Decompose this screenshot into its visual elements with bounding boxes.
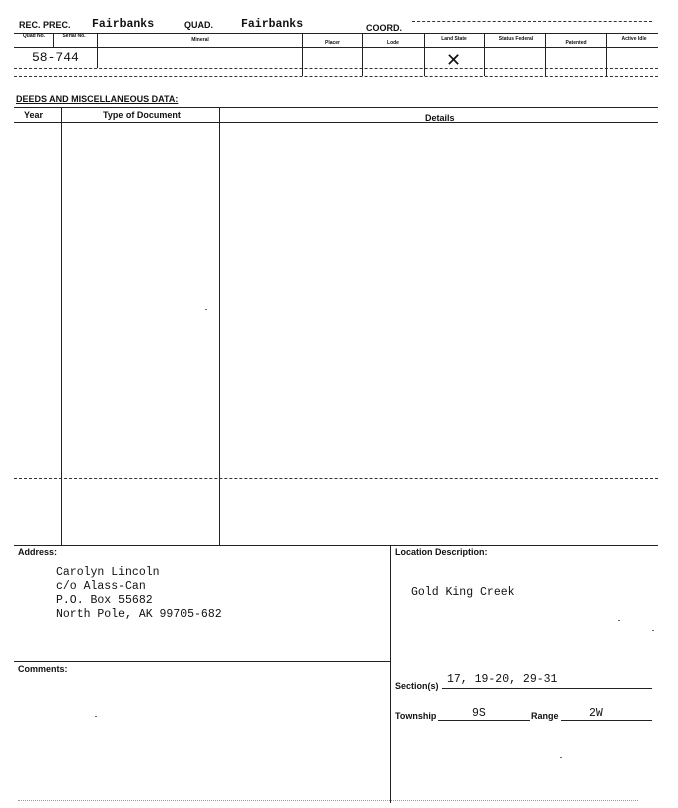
col-land-state: Land State xyxy=(441,36,467,42)
address-divider xyxy=(390,545,391,803)
deeds-dash-line xyxy=(14,478,658,479)
range-value: 2W xyxy=(589,707,603,720)
col-divider-2 xyxy=(97,33,98,68)
deeds-col-details: Details xyxy=(425,113,455,123)
col-status-federal: Status Federal xyxy=(498,36,534,42)
section-underline xyxy=(442,688,652,689)
range-label: Range xyxy=(531,711,559,721)
scan-speck xyxy=(205,309,207,310)
location-label: Location Description: xyxy=(395,547,488,557)
township-label: Township xyxy=(395,711,437,721)
scan-speck xyxy=(560,757,562,758)
rec-prec-value: Fairbanks xyxy=(92,18,155,31)
location-value: Gold King Creek xyxy=(411,586,515,599)
coord-label: COORD. xyxy=(366,23,402,33)
land-state-mark: ✕ xyxy=(446,50,462,71)
col-divider-5 xyxy=(424,33,425,76)
col-divider-1 xyxy=(53,33,54,47)
header-line-bottom xyxy=(14,68,658,69)
col-divider-4 xyxy=(362,33,363,76)
col-serial-no: Serial No. xyxy=(62,33,86,39)
header-line-top xyxy=(14,33,658,34)
col-patented: Patented xyxy=(565,40,587,46)
address-line-2: c/o Alass-Can xyxy=(56,580,146,593)
rec-prec-label: REC. PREC. xyxy=(19,20,71,30)
scan-noise-line xyxy=(18,800,638,801)
township-value: 9S xyxy=(472,707,486,720)
deeds-line-top xyxy=(14,107,658,108)
range-underline xyxy=(561,720,652,721)
coord-dashes xyxy=(412,21,652,22)
deeds-title: DEEDS AND MISCELLANEOUS DATA: xyxy=(16,94,179,104)
deeds-line-head xyxy=(14,122,658,123)
address-label: Address: xyxy=(18,547,58,557)
quad-value: Fairbanks xyxy=(241,18,304,31)
col-divider-3 xyxy=(302,33,303,76)
col-quad-no: Quad No. xyxy=(22,33,46,39)
scan-speck xyxy=(95,716,97,717)
address-line-1: Carolyn Lincoln xyxy=(56,566,160,579)
township-underline xyxy=(438,720,530,721)
header-line-mid xyxy=(14,47,658,48)
deeds-divider-1 xyxy=(61,107,62,545)
col-divider-8 xyxy=(606,33,607,76)
quad-label: QUAD. xyxy=(184,20,213,30)
comments-line-top xyxy=(14,661,391,662)
address-line-3: P.O. Box 55682 xyxy=(56,594,153,607)
scan-speck xyxy=(618,620,620,621)
col-mineral: Mineral xyxy=(191,37,209,43)
col-divider-6 xyxy=(484,33,485,76)
header-line-bottom2 xyxy=(14,76,658,77)
col-lode: Lode xyxy=(387,40,399,46)
col-active-idle: Active Idle xyxy=(621,36,647,42)
col-divider-7 xyxy=(545,33,546,76)
address-line-top xyxy=(14,545,658,546)
address-line-4: North Pole, AK 99705-682 xyxy=(56,608,222,621)
serial-value: 58-744 xyxy=(32,50,79,65)
deeds-divider-2 xyxy=(219,107,220,545)
deeds-col-type: Type of Document xyxy=(103,110,181,120)
section-value: 17, 19-20, 29-31 xyxy=(447,673,558,686)
col-placer: Placer xyxy=(324,40,340,46)
comments-label: Comments: xyxy=(18,664,68,674)
deeds-col-year: Year xyxy=(24,110,44,120)
scan-speck xyxy=(652,630,654,631)
section-label: Section(s) xyxy=(395,681,439,691)
